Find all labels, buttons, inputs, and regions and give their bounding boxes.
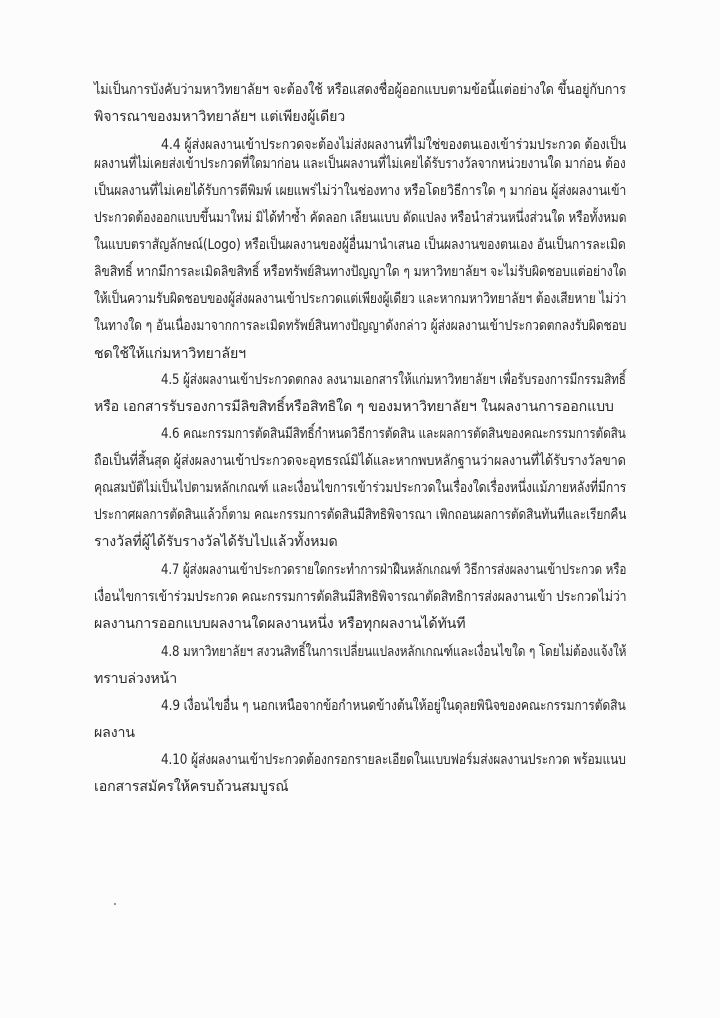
text-line: พิจารณาของมหาวิทยาลัยฯ แต่เพียงผู้เดียว	[94, 109, 346, 125]
text-line: ผลงานการออกแบบผลงานใดผลงานหนึ่ง หรือทุกผลงานได้ทันที	[94, 616, 466, 632]
text-line: ประกาศผลการตัดสินแล้วก็ตาม คณะกรรมการตัดสินมีสิทธิพิจารณา เพิกถอนผลการตัดสินทันทีและเรียกคืน	[94, 507, 627, 523]
text-line: ในทางใด ๆ อันเนื่องมาจากการละเมิดทรัพย์สินทางปัญญาดังกล่าว ผู้ส่งผลงานเข้าประกวดตกลงรับผิดชอบ	[94, 318, 627, 334]
text-line: ผลงานที่ไม่เคยส่งเข้าประกวดที่ใดมาก่อน และเป็นผลงานที่ไม่เคยได้รับรางวัลจากหน่วยงานใด มาก่อน ต้อง	[94, 156, 626, 172]
clause-4-5: 4.5 ผู้ส่งผลงานเข้าประกวดตกลง ลงนามเอกสารให้แก่มหาวิทยาลัยฯ เพื่อรับรองการมีกรรมสิทธิ์	[161, 372, 626, 388]
text-line: ในแบบตราสัญลักษณ์(Logo) หรือเป็นผลงานของผู้อื่นมานำเสนอ เป็นผลงานของตนเอง อันเป็นการละเมิด	[94, 237, 626, 253]
clause-4-4: 4.4 ผู้ส่งผลงานเข้าประกวดจะต้องไม่ส่งผลงานที่ไม่ใช่ของตนเองเข้าร่วมประกวด ต้องเป็น	[161, 137, 627, 153]
clause-4-10: 4.10 ผู้ส่งผลงานเข้าประกวดต้องกรอกรายละเอียดในแบบฟอร์มส่งผลงานประกวด พร้อมแนบ	[161, 752, 626, 768]
clause-4-8: 4.8 มหาวิทยาลัยฯ สงวนสิทธิ์ในการเปลี่ยนแปลงหลักเกณฑ์และเงื่อนไขใด ๆ โดยไม่ต้องแจ้งให้	[161, 644, 627, 660]
text-line: เอกสารสมัครให้ครบถ้วนสมบูรณ์	[94, 779, 289, 795]
text-line: ถือเป็นที่สิ้นสุด ผู้ส่งผลงานเข้าประกวดจะอุทธรณ์มิได้และหากพบหลักฐานว่าผลงานที่ได้รับรางวัลขาด	[94, 453, 626, 469]
text-line: คุณสมบัติไม่เป็นไปตามหลักเกณฑ์ และเงื่อนไขการเข้าร่วมประกวดในเรื่องใดเรื่องหนึ่งแม้ภายหลังที่มีการ	[94, 480, 627, 496]
clause-4-6: 4.6 คณะกรรมการตัดสินมีสิทธิ์กำหนดวิธีการตัดสิน และผลการตัดสินของคณะกรรมการตัดสิน	[161, 426, 626, 442]
text-line: รางวัลที่ผู้ได้รับรางวัลได้รับไปแล้วทั้งหมด	[94, 534, 338, 550]
text-line: ผลงาน	[94, 725, 135, 741]
text-line: ให้เป็นความรับผิดชอบของผู้ส่งผลงานเข้าประกวดแต่เพียงผู้เดียว และหากมหาวิทยาลัยฯ ต้องเสียหาย ไม่ว่า	[94, 291, 627, 307]
text-line: ทราบล่วงหน้า	[94, 671, 178, 687]
text-line: ไม่เป็นการบังคับว่ามหาวิทยาลัยฯ จะต้องใช้ หรือแสดงชื่อผู้ออกแบบตามข้อนี้แต่อย่างใด ขึ้นอยู่กับการ	[94, 82, 626, 98]
clause-4-7: 4.7 ผู้ส่งผลงานเข้าประกวดรายใดกระทำการฝ่าฝืนหลักเกณฑ์ วิธีการส่งผลงานเข้าประกวด หรือ	[161, 562, 627, 578]
clause-4-9: 4.9 เงื่อนไขอื่น ๆ นอกเหนือจากข้อกำหนดข้างต้นให้อยู่ในดุลยพินิจของคณะกรรมการตัดสิน	[161, 698, 626, 714]
text-line: เป็นผลงานที่ไม่เคยได้รับการตีพิมพ์ เผยแพร่ไม่ว่าในช่องทาง หรือโดยวิธีการใด ๆ มาก่อน ผู้ส่งผลงานเข้า	[94, 183, 627, 199]
scan-speck	[114, 903, 116, 905]
text-line: หรือ เอกสารรับรองการมีลิขสิทธิ์หรือสิทธิใด ๆ ของมหาวิทยาลัยฯ ในผลงานการออกแบบ	[94, 399, 614, 415]
text-line: ชดใช้ให้แก่มหาวิทยาลัยฯ	[94, 346, 246, 362]
text-line: ลิขสิทธิ์ หากมีการละเมิดลิขสิทธิ์ หรือทรัพย์สินทางปัญญาใด ๆ มหาวิทยาลัยฯ จะไม่รับผิดชอบแต่อย่างใด	[94, 264, 627, 280]
text-line: เงื่อนไขการเข้าร่วมประกวด คณะกรรมการตัดสินมีสิทธิพิจารณาตัดสิทธิการส่งผลงานเข้า ประกวดไม่ว่า	[94, 589, 627, 605]
text-line: ประกวดต้องออกแบบขึ้นมาใหม่ มิได้ทำซ้ำ คัดลอก เลียนแบบ ดัดแปลง หรือนำส่วนหนึ่งส่วนใด หรือทั้งหมด	[94, 210, 627, 226]
